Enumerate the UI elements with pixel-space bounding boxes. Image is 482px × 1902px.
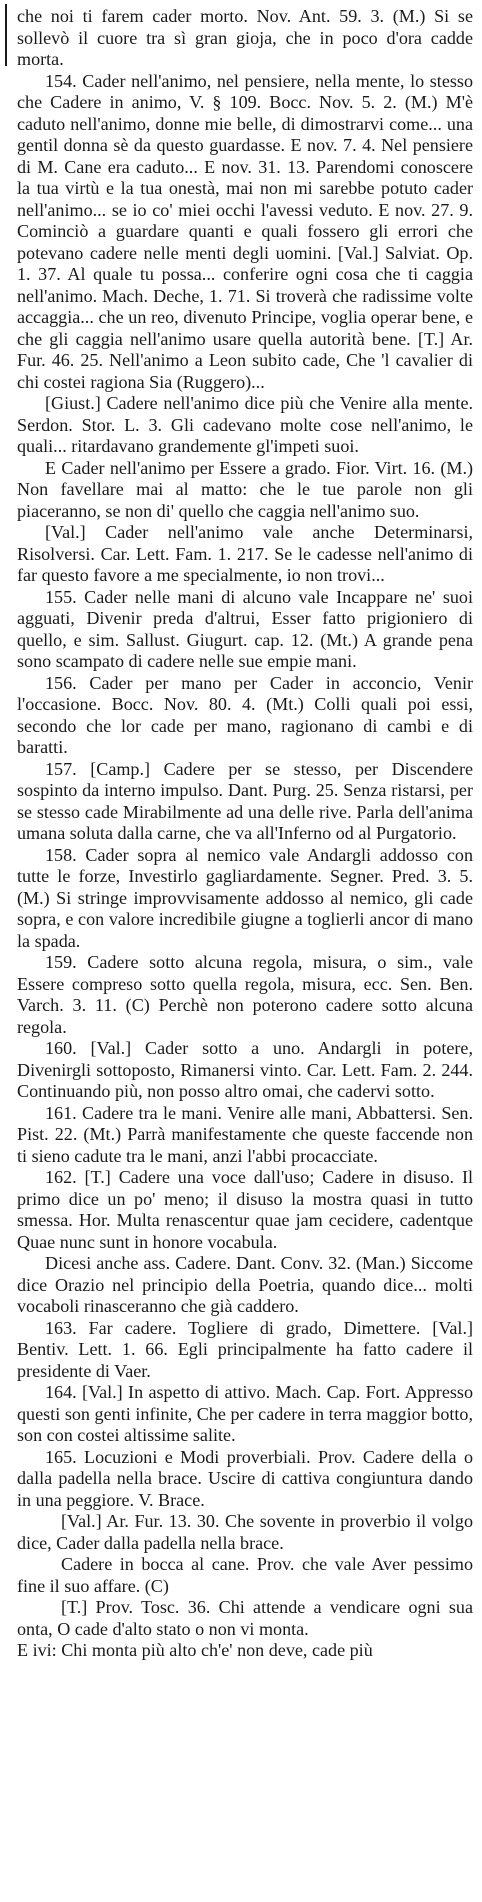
entry-154-note-giust: [Giust.] Cadere nell'animo dice più che Venire alla mente. Serdon. Stor. L. 3. Gli cadevano molte cose nell'animo, le quali... ritardavano grandemente gl'impeti suoi. <box>17 393 473 456</box>
entry-164: 164. [Val.] In aspetto di attivo. Mach. Cap. Fort. Appresso questi son genti infinite, Che per cadere in terra maggior botto, son con costei altissime salite. <box>17 1382 473 1445</box>
entry-162: 162. [T.] Cadere una voce dall'uso; Cadere in disuso. Il primo dice un po' meno; il disuso la mostra quasi in tutto smessa. Hor. Multa renascentur quae jam cecidere, cadentque Quae nunc sunt in honore vocabula. <box>17 1167 473 1252</box>
entry-161: 161. Cadere tra le mani. Venire alle mani, Abbattersi. Sen. Pist. 22. (Mt.) Parrà manifestamente che queste faccende non ti sieno cadute tra le mani, anzi l'abbi procacciate. <box>17 1102 473 1166</box>
entry-157: 157. [Camp.] Cadere per se stesso, per Discendere sospinto da interno impulso. Dant. Purg. 25. Senza ristarsi, per se stesso cade Mirabilmente ad una delle rive. Parla dell'anima umana soluta dalla carne, che va all'Inferno od al Purgatorio. <box>17 758 473 843</box>
margin-rule <box>5 4 7 66</box>
entry-165-ariosto: [Val.] Ar. Fur. 13. 30. Che sovente in proverbio il volgo dice, Cader dalla padella nella brace. <box>17 1511 473 1553</box>
entry-165-prov-tosc: [T.] Prov. Tosc. 36. Chi attende a vendicare ogni sua onta, O cade d'alto stato o non vi monta. <box>17 1597 473 1639</box>
entry-160: 160. [Val.] Cader sotto a uno. Andargli in potere, Divenirgli sottoposto, Rimanersi vinto. Car. Lett. Fam. 2. 244. Continuando più, non posso altro omai, che cadervi sotto. <box>17 1038 473 1101</box>
entry-continuation: che noi ti farem cader morto. Nov. Ant. 59. 3. (M.) Si se sollevò il cuore tra sì gran gioja, che in poco d'ora cadde morta. <box>17 6 473 69</box>
entry-162-ass: Dicesi anche ass. Cadere. Dant. Conv. 32. (Man.) Siccome dice Orazio nel principio della Poetria, quando dice... molti vocaboli rinasceranno che già caddero. <box>17 1253 473 1316</box>
entry-165-ivi: E ivi: Chi monta più alto ch'e' non deve, cade più <box>17 1640 373 1660</box>
entry-154-determinarsi: [Val.] Cader nell'animo vale anche Determinarsi, Risolversi. Car. Lett. Fam. 1. 217. Se le cadesse nell'animo di far questo favore a me specialmente, io non trovi... <box>17 522 473 585</box>
entry-154: 154. Cader nell'animo, nel pensiere, nella mente, lo stesso che Cadere in animo, V. § 109. Bocc. Nov. 5. 2. (M.) M'è caduto nell'animo, donne mie belle, di dimostrarvi come... una gentil donna sè da questo guardasse. E nov. 7. 4. Nel pensiere di M. Cane era caduto... E nov. 31. 13. Parendomi conoscere la tua virtù e la tua onestà, mai non mi sarebbe potuto cader nell'animo... se io co' miei occhi l'avessi veduto. E nov. 27. 9. Cominciò a guardare quanti e quali fossero gli errori che potevano cadere nelle menti degli uomini. [Val.] Salviat. Op. 1. 37. Al quale tu possa... conferire ogni cosa che ti caggia nell'animo. Mach. Deche, 1. 71. Si troverà che radissime volte accaggia... che un reo, divenuto Principe, voglia operar bene, e che gli caggia nell'animo usare quella autorità bene. [T.] Ar. Fur. 46. 25. Nell'animo a Leon subito cade, Che 'l cavalier di chi costei ragiona Sia (Ruggero)... <box>17 70 473 392</box>
entry-155: 155. Cader nelle mani di alcuno vale Incappare ne' suoi agguati, Divenir preda d'altrui, Esser fatto prigioniero di quello, e sim. Sallust. Giugurt. cap. 12. (Mt.) A grande pena sono scampato di cadere nelle sue empie mani. <box>17 586 473 671</box>
entry-154-essere-a-grado: E Cader nell'animo per Essere a grado. Fior. Virt. 16. (M.) Non favellare mai al matto: che le tue parole non gli piaceranno, se non di' quello che caggia nell'animo suo. <box>17 457 473 521</box>
entry-165-bocca-al-cane: Cadere in bocca al cane. Prov. che vale Aver pessimo fine il suo affare. (C) <box>17 1554 473 1596</box>
entry-158: 158. Cader sopra al nemico vale Andargli addosso con tutte le forze, Investirlo gagliardamente. Segner. Pred. 3. 5. (M.) Si stringe improvvisamente addosso al nemico, gli cade sopra, e con valore incredibile giugne a toglierli ancor di mano la spada. <box>17 844 473 951</box>
entry-159: 159. Cadere sotto alcuna regola, misura, o sim., vale Essere compreso sotto quella regola, misura, ecc. Sen. Ben. Varch. 3. 11. (C) Perchè non poterono cadere sotto alcuna regola. <box>17 952 473 1037</box>
entry-156: 156. Cader per mano per Cader in acconcio, Venir l'occasione. Bocc. Nov. 80. 4. (Mt.) Colli quali poi essi, secondo che lor cade per mano, ragionano di cambi e di baratti. <box>17 672 473 757</box>
text-column <box>17 6 473 1662</box>
entry-165: 165. Locuzioni e Modi proverbiali. Prov. Cadere della o dalla padella nella brace. Uscire di cattiva congiuntura dando in una peggiore. V. Brace. <box>17 1446 473 1510</box>
entry-163: 163. Far cadere. Togliere di grado, Dimettere. [Val.] Bentiv. Lett. 1. 66. Egli principalmente ha fatto cadere il presidente di Vaer. <box>17 1317 473 1381</box>
